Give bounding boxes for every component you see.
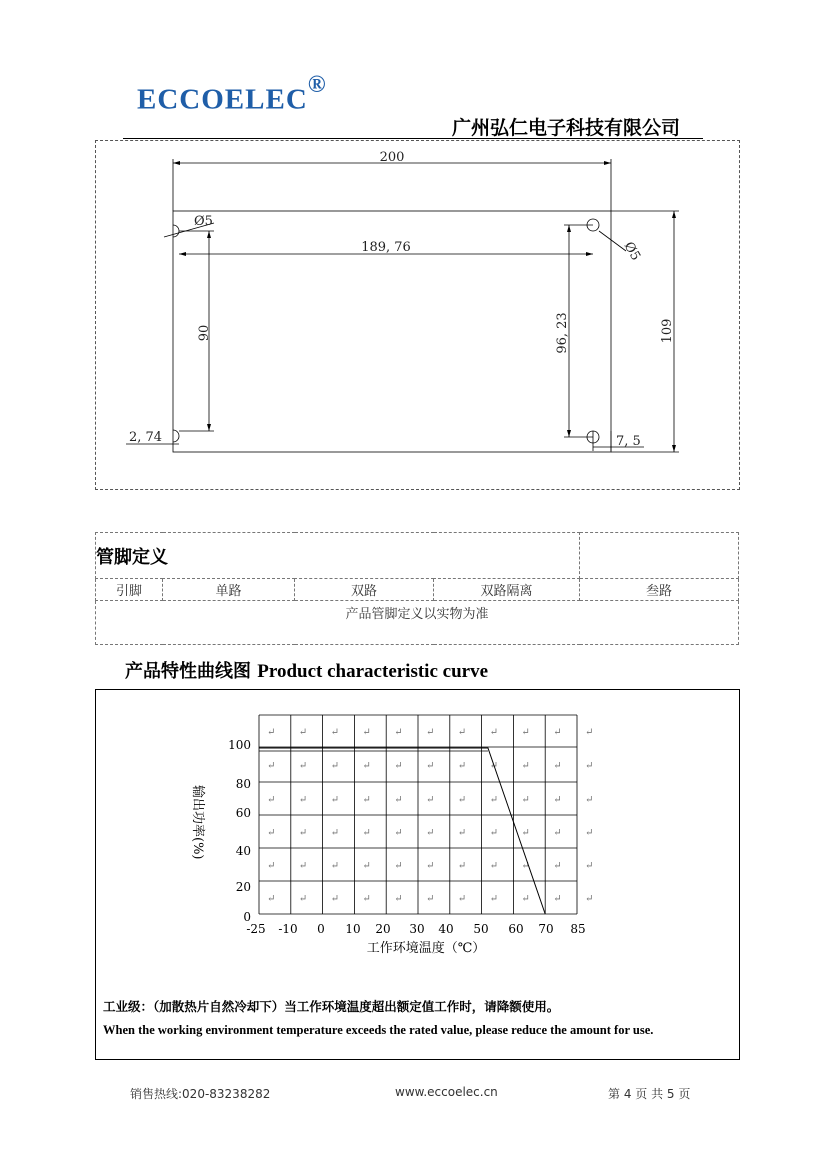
cell-mark: ↵ [457,760,467,772]
cell-mark: ↵ [457,860,467,872]
cell-mark: ↵ [267,727,276,738]
cell-mark: ↵ [362,727,371,738]
cell-mark: ↵ [585,760,594,772]
cell-mark: ↵ [489,794,498,806]
pin-table-note: 产品管脚定义以实物为准 [96,601,739,645]
x-tick-label: 40 [438,922,454,936]
footer-page-number: 第 4 页 共 5 页 [608,1087,691,1101]
cell-mark: ↵ [521,827,530,839]
cell-mark: ↵ [362,794,371,806]
dim-right-offset: 7, 5 [616,434,641,449]
cell-mark: ↵ [298,860,308,872]
cell-mark: ↵ [457,727,467,738]
x-tick-label: 10 [345,922,361,936]
cell-mark: ↵ [362,893,371,905]
cell-mark: ↵ [267,794,276,806]
cell-mark: ↵ [521,727,530,738]
logo-text: ECCOELEC [137,83,308,116]
x-tick-label: 0 [317,922,325,936]
cell-mark: ↵ [298,827,308,839]
cell-mark: ↵ [267,893,276,905]
cell-mark: ↵ [521,794,530,806]
x-tick-label: 30 [409,922,425,936]
x-tick-label: -10 [278,922,298,936]
dim-right-hole-spacing: 96, 23 [555,312,570,354]
cell-mark: ↵ [489,893,498,905]
curve-title-en: Product characteristic curve [257,661,489,682]
pin-header-triple: 叁路 [580,579,739,601]
cell-mark: ↵ [426,893,435,905]
y-tick-label: 80 [235,777,251,791]
curve-note-cn: 工业级：（加散热片自然冷却下）当工作环境温度超出额定值工作时，请降额使用。 [103,999,560,1014]
x-tick-label: -25 [246,922,266,936]
cell-mark: ↵ [267,860,276,872]
cell-mark: ↵ [298,760,308,772]
cell-mark: ↵ [426,860,435,872]
cell-mark: ↵ [298,794,308,806]
cell-mark: ↵ [426,760,435,772]
cell-mark: ↵ [298,893,308,905]
dimension-drawing [95,140,740,490]
cell-mark: ↵ [267,760,276,772]
dim-left-height: 90 [197,324,212,342]
cell-mark: ↵ [330,893,339,905]
cell-mark: ↵ [394,727,403,738]
cell-mark: ↵ [521,893,530,905]
curve-note-en: When the working environment temperature exceeds the rated value, please reduce the amount for use. [103,1023,654,1037]
cell-mark: ↵ [553,860,562,872]
dim-hole-spacing-x: 189, 76 [361,240,411,255]
cell-mark: ↵ [489,827,498,839]
registered-mark: ® [307,72,327,98]
cell-mark: ↵ [426,727,435,738]
cell-mark: ↵ [362,827,371,839]
pin-header-single: 单路 [163,579,295,601]
y-tick-label: 100 [228,738,251,752]
footer-hotline: 销售热线:020-83238282 [130,1087,271,1101]
cell-mark: ↵ [457,893,467,905]
cell-mark: ↵ [489,760,498,772]
chart-xlabel: 工作环境温度（℃） [366,941,486,956]
curve-section-title [125,657,488,683]
dimension-drawing-svg [96,141,739,489]
pin-header-dual-isolated: 双路隔离 [434,579,580,601]
cell-mark: ↵ [426,794,435,806]
cell-mark: ↵ [362,860,371,872]
cell-mark: ↵ [362,760,371,772]
header-divider [123,138,703,139]
pin-table-blank [580,533,739,579]
cell-mark: ↵ [521,860,530,872]
dim-hole-dia-right: Ø5 [620,239,643,264]
cell-mark: ↵ [267,827,276,839]
cell-mark: ↵ [553,893,562,905]
cell-mark: ↵ [521,760,530,772]
cell-mark: ↵ [489,727,498,738]
cell-mark: ↵ [553,727,562,738]
cell-mark: ↵ [394,794,403,806]
y-tick-label: 60 [235,806,251,820]
y-tick-label: 0 [243,910,251,924]
y-tick-label: 40 [235,844,251,858]
dim-left-offset: 2, 74 [129,430,163,445]
cell-mark: ↵ [330,794,339,806]
dim-width-label: 200 [379,150,405,165]
pin-definition-table [95,532,739,645]
cell-mark: ↵ [585,827,594,839]
cell-mark: ↵ [394,760,403,772]
cell-mark: ↵ [330,727,339,738]
cell-mark: ↵ [553,760,562,772]
x-tick-label: 85 [570,922,586,936]
cell-mark: ↵ [489,860,498,872]
pin-header-pin: 引脚 [96,579,163,601]
cell-mark: ↵ [426,827,435,839]
cell-mark: ↵ [585,893,594,905]
cell-mark: ↵ [394,860,403,872]
cell-mark: ↵ [553,827,562,839]
derating-chart [96,690,739,980]
cell-mark: ↵ [553,794,562,806]
cell-mark: ↵ [585,794,594,806]
curve-title-cn: 产品特性曲线图 [125,661,251,682]
dim-total-height: 109 [660,318,675,344]
x-tick-label: 70 [538,922,554,936]
dim-hole-dia-left: Ø5 [194,214,213,229]
x-tick-label: 60 [508,922,524,936]
cell-mark: ↵ [394,893,403,905]
chart-ylabel: 输出功率(%) [190,785,205,860]
cell-mark: ↵ [330,860,339,872]
company-logo [137,72,327,117]
cell-mark: ↵ [585,727,594,738]
cell-mark: ↵ [330,827,339,839]
pin-header-dual: 双路 [295,579,434,601]
cell-mark: ↵ [457,794,467,806]
cell-mark: ↵ [457,827,467,839]
footer-website[interactable]: www.eccoelec.cn [395,1085,498,1099]
cell-mark: ↵ [298,727,308,738]
x-tick-label: 20 [375,922,391,936]
cell-mark: ↵ [330,760,339,772]
cell-mark: ↵ [394,827,403,839]
cell-mark: ↵ [585,860,594,872]
company-name: 广州弘仁电子科技有限公司 [452,117,681,139]
pin-table-title: 管脚定义 [96,533,580,579]
y-tick-label: 20 [235,880,251,894]
x-tick-label: 50 [473,922,489,936]
